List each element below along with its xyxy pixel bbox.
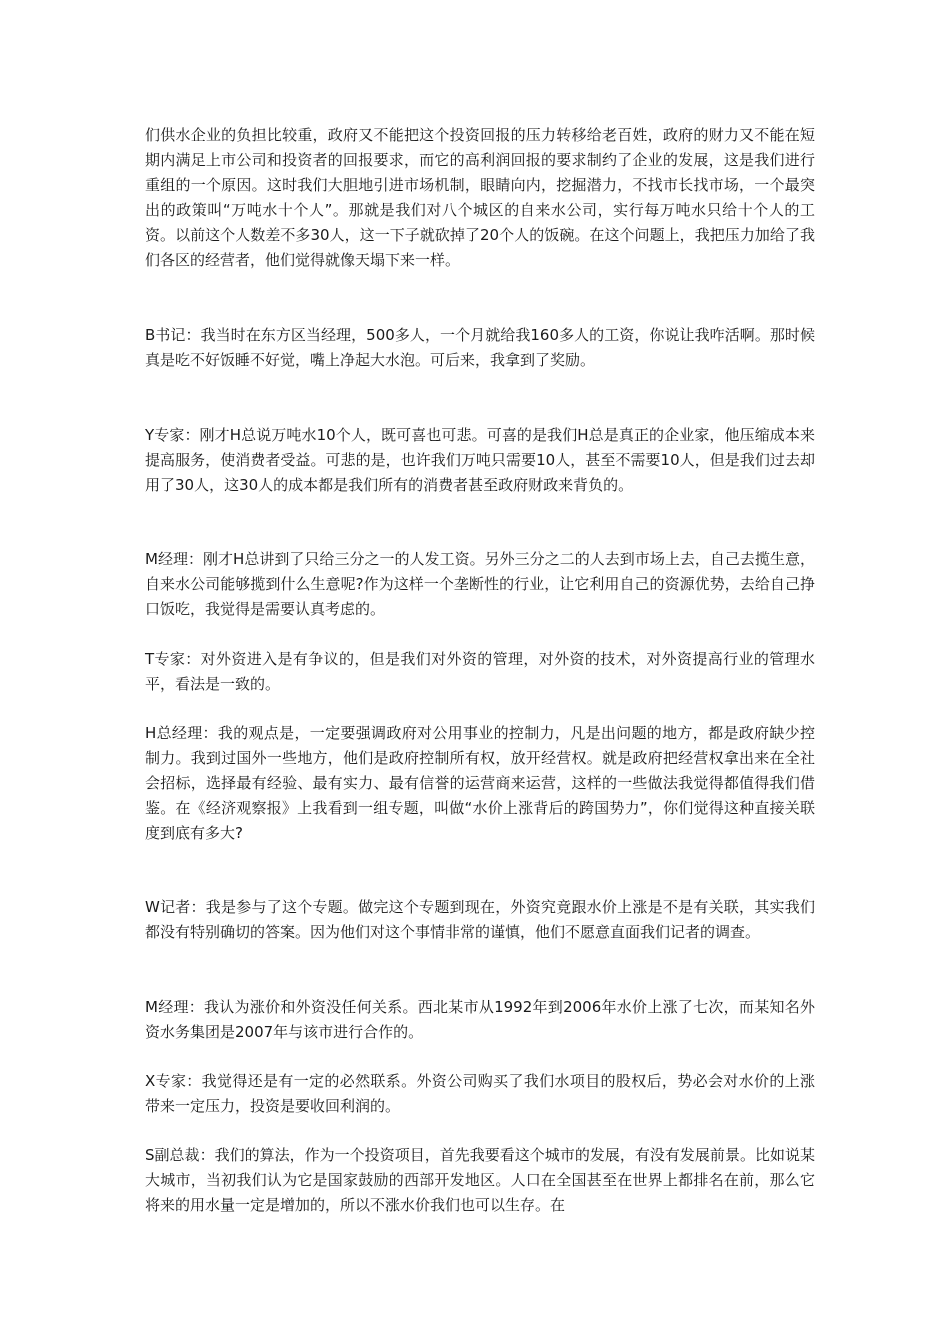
paragraph: B书记：我当时在东方区当经理，500多人，一个月就给我160多人的工资，你说让我咋活啊。那时候真是吃不好饭睡不好觉，嘴上净起大水泡。可后来，我拿到了奖励。: [145, 326, 815, 369]
paragraph: X专家：我觉得还是有一定的必然联系。外资公司购买了我们水项目的股权后，势必会对水价的上涨带来一定压力，投资是要收回利润的。: [145, 1072, 815, 1115]
paragraph: 们供水企业的负担比较重，政府又不能把这个投资回报的压力转移给老百姓，政府的财力又不能在短期内满足上市公司和投资者的回报要求，而它的高利润回报的要求制约了企业的发展，这是我们进行重组的一个原因。这时我们大胆地引进市场机制，眼睛向内，挖掘潜力，不找市长找市场，一个最突出的政策叫“万吨水十个人”。那就是我们对八个城区的自来水公司，实行每万吨水只给十个人的工资。以前这个人数差不多30人，这一下子就砍掉了20个人的饭碗。在这个问题上，我把压力加给了我们各区的经营者，他们觉得就像天塌下来一样。: [145, 126, 815, 269]
paragraph: Y专家：刚才H总说万吨水10个人，既可喜也可悲。可喜的是我们H总是真正的企业家，他压缩成本来提高服务，使消费者受益。可悲的是，也许我们万吨只需要10人，甚至不需要10人，但是我们过去却用了30人，这30人的成本都是我们所有的消费者甚至政府财政来背负的。: [145, 426, 815, 494]
paragraph: H总经理：我的观点是，一定要强调政府对公用事业的控制力，凡是出问题的地方，都是政府缺少控制力。我到过国外一些地方，他们是政府控制所有权，放开经营权。就是政府把经营权拿出来在全社会招标，选择最有经验、最有实力、最有信誉的运营商来运营，这样的一些做法我觉得都值得我们借鉴。在《经济观察报》上我看到一组专题，叫做“水价上涨背后的跨国势力”，你们觉得这种直接关联度到底有多大?: [145, 724, 815, 842]
paragraph: S副总裁：我们的算法，作为一个投资项目，首先我要看这个城市的发展，有没有发展前景。比如说某大城市，当初我们认为它是国家鼓励的西部开发地区。人口在全国甚至在世界上都排名在前，那么它将来的用水量一定是增加的，所以不涨水价我们也可以生存。在: [145, 1146, 815, 1214]
paragraph: T专家：对外资进入是有争议的，但是我们对外资的管理，对外资的技术，对外资提高行业的管理水平，看法是一致的。: [145, 650, 815, 693]
paragraph: M经理：刚才H总讲到了只给三分之一的人发工资。另外三分之二的人去到市场上去，自己去揽生意，自来水公司能够揽到什么生意呢?作为这样一个垄断性的行业，让它利用自己的资源优势，去给自己挣口饭吃，我觉得是需要认真考虑的。: [145, 550, 815, 618]
paragraph: M经理：我认为涨价和外资没任何关系。西北某市从1992年到2006年水价上涨了七次，而某知名外资水务集团是2007年与该市进行合作的。: [145, 998, 815, 1041]
paragraph: W记者：我是参与了这个专题。做完这个专题到现在，外资究竟跟水价上涨是不是有关联，其实我们都没有特别确切的答案。因为他们对这个事情非常的谨慎，他们不愿意直面我们记者的调查。: [145, 898, 815, 941]
